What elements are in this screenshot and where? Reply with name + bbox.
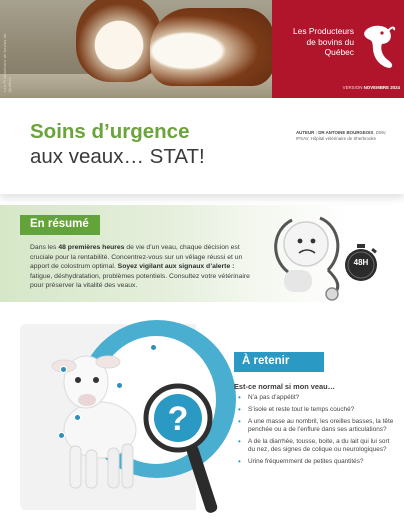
summary-text-2: de vie d’un veau, chaque décision est cruciale pour la rentabilité. Concentrez-vous sur un vêlage réussi et un apport de colostrum optimal.: [30, 244, 243, 271]
title-block: [0, 98, 404, 194]
page-header: [0, 0, 404, 98]
list-item: • N’a pas d’appétit?: [238, 394, 394, 402]
hotspot-marker-chest: [74, 414, 81, 421]
hotspot-marker-ear-right: [150, 344, 157, 351]
list-item: • S’isole et reste tout le temps couché?: [238, 406, 394, 414]
timer-badge: [344, 244, 378, 282]
retenir-heading: À retenir: [234, 352, 324, 372]
svg-text:?: ?: [167, 400, 189, 438]
retenir-section: [0, 302, 404, 527]
author-affiliation: , DMV, IPSAV, Hôpital vétérinaire de Sherbrooke: [296, 130, 387, 141]
bull-logo-icon: [360, 22, 396, 70]
list-item: • Urine fréquemment de petites quantités?: [238, 458, 394, 466]
summary-text-1: Dans les: [30, 244, 59, 251]
list-item: • A une masse au nombril, les oreilles basses, la tête penchée ou a de l’enflure dans ses articulations?: [238, 418, 394, 434]
hereford-calf-body: [150, 8, 272, 86]
magnifier-question-icon: [140, 380, 226, 522]
cattle-photo: [0, 0, 272, 98]
summary-text-3: fatigue, déshydratation, problèmes potentiels. Consultez votre vétérinaire pour préserver la vitalité des veaux.: [30, 272, 250, 290]
side-caption: Les Producteurs de bovins du Québec: [2, 33, 12, 92]
author-credit: [296, 130, 396, 141]
version-prefix: VERSION: [342, 85, 363, 90]
list-item: • A de la diarrhée, tousse, boite, a du lait qui lui sort du nez, des signes de colique ou neurologiques?: [238, 438, 394, 454]
page-title: Soins d’urgence: [30, 120, 190, 143]
summary-paragraph: [30, 243, 250, 291]
hotspot-marker-ear: [60, 366, 67, 373]
retenir-question: Est-ce normal si mon veau…: [234, 382, 336, 391]
page-subtitle: aux veaux… STAT!: [30, 145, 205, 168]
symptom-list: [238, 394, 394, 470]
brand-panel: [272, 0, 404, 98]
hotspot-marker-nose: [116, 382, 123, 389]
version-date: NOVEMBRE 2024: [363, 85, 400, 90]
summary-emphasis-1: 48 premières heures: [58, 244, 125, 251]
timer-label: 48H: [353, 258, 369, 267]
hotspot-marker-leg: [58, 432, 65, 439]
summary-emphasis-2: Soyez vigilant aux signaux d’alerte :: [117, 263, 235, 271]
brand-name: Les Producteurs de bovins du Québec: [293, 26, 354, 57]
version-line: [272, 85, 400, 90]
author-label: AUTEUR : DR ANTOINE BOURGEOIS: [296, 130, 374, 135]
hereford-calf-head: [76, 0, 162, 82]
summary-heading: En résumé: [20, 215, 100, 235]
calf-illustration: [42, 338, 154, 494]
